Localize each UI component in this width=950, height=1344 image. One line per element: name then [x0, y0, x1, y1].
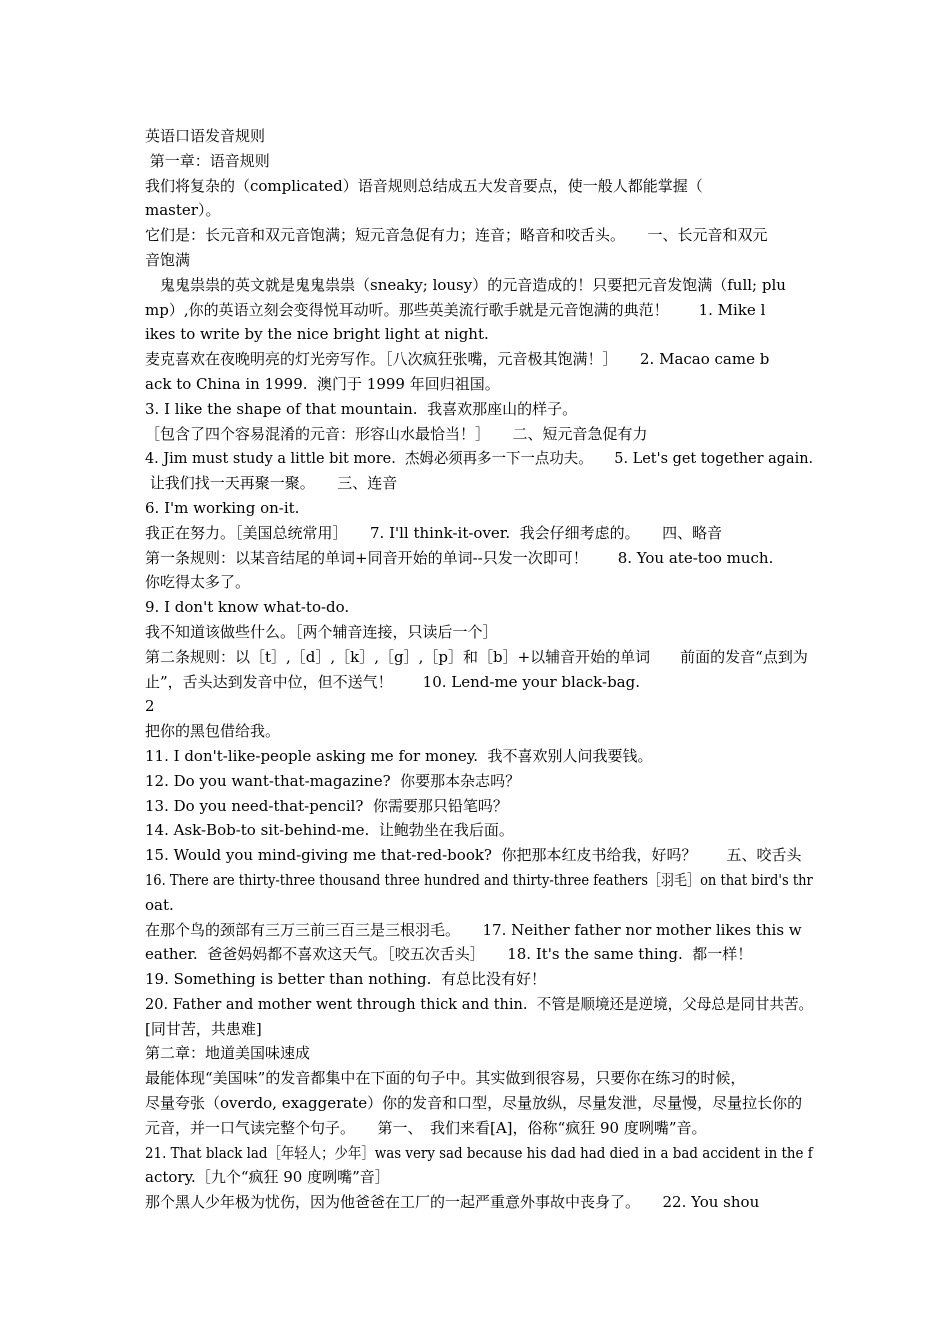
chapter-heading: 第二章：地道美国味速成 [145, 1044, 311, 1063]
text-line: 在那个鸟的颈部有三万三前三百三是三根羽毛。 17. Neither father nor mother likes this w [145, 920, 802, 939]
text-line: ikes to write by the nice bright light at night. [145, 325, 489, 344]
text-line: 12. Do you want-that-magazine? 你要那本杂志吗？ [145, 771, 521, 790]
text-line: 你吃得太多了。 [145, 573, 251, 592]
text-line: ［包含了四个容易混淆的元音：形容山水最恰当！］ 二、短元音急促有力 [145, 424, 648, 443]
text-line: oat. [145, 895, 174, 914]
text-line: 3. I like the shape of that mountain. 我喜欢那座山的样子。 [145, 399, 578, 418]
text-line: 元音，并一口气读完整个句子。 第一、 我们来看[A]，俗称“疯狂 90 度咧嘴”音。 [145, 1118, 707, 1137]
text-line: eather. 爸爸妈妈都不喜欢这天气。［咬五次舌头］ 18. It's the same thing. 都一样！ [145, 945, 753, 964]
text-line: 我正在努力。［美国总统常用］ 7. I'll think-it-over. 我会仔细考虑的。 四、略音 [145, 523, 723, 542]
text-line: 9. I don't know what-to-do. [145, 598, 350, 617]
text-line: 我们将复杂的（complicated）语音规则总结成五大发音要点，使一般人都能掌握（ [145, 176, 703, 195]
text-line: 19. Something is better than nothing. 有总比没有好！ [145, 970, 546, 989]
text-line: ack to China in 1999. 澳门于 1999 年回归祖国。 [145, 374, 500, 393]
text-line: 麦克喜欢在夜晚明亮的灯光旁写作。［八次疯狂张嘴，元音极其饱满！］ 2. Macao came b [145, 350, 770, 369]
text-line: 最能体现“美国味”的发音都集中在下面的句子中。其实做到很容易，只要你在练习的时候， [145, 1069, 746, 1088]
text-line: 它们是：长元音和双元音饱满；短元音急促有力；连音；略音和咬舌头。 一、长元音和双元 [145, 226, 768, 245]
text-line: 20. Father and mother went through thick and thin. 不管是顺境还是逆境，父母总是同甘共苦。 [145, 994, 814, 1013]
text-line: 我不知道该做些什么。［两个辅音连接，只读后一个］ [145, 622, 498, 641]
text-line: 那个黑人少年极为忧伤，因为他爸爸在工厂的一起严重意外事故中丧身了。 22. You shou [145, 1193, 760, 1212]
text-line: [同甘苦，共患难] [145, 1019, 262, 1038]
text-line: 21. That black lad［年轻人；少年］was very sad because his dad had died in a bad accident in the f [145, 1143, 813, 1162]
page-number: 2 [145, 697, 155, 716]
document-title: 英语口语发音规则 [145, 127, 266, 145]
text-line: 6. I'm working on-it. [145, 498, 300, 517]
text-line: 4. Jim must study a little bit more. 杰姆必须再多一下一点功夫。 5. Let's get together again. [145, 449, 814, 468]
text-line: 止”，舌头达到发音中位，但不送气！ 10. Lend-me your black-bag. [145, 672, 640, 691]
text-line: 13. Do you need-that-pencil? 你需要那只铅笔吗？ [145, 796, 508, 815]
chapter-heading: 第一章：语音规则 [145, 151, 270, 170]
text-line: 尽量夸张（overdo, exaggerate）你的发音和口型，尽量放纵，尽量发泄，尽量慢，尽量拉长你的 [145, 1094, 803, 1113]
text-line: 把你的黑包借给我。 [145, 722, 281, 741]
text-line: 15. Would you mind-giving me that-red-book? 你把那本红皮书给我，好吗？ 五、咬舌头 [145, 846, 802, 865]
text-line: actory.［九个“疯狂 90 度咧嘴”音］ [145, 1168, 390, 1187]
text-line: 第一条规则：以某音结尾的单词+同音开始的单词--只发一次即可！ 8. You ate-too much. [145, 548, 774, 567]
text-line: 第二条规则：以［t］,［d］,［k］,［g］,［p］和［b］+以辅音开始的单词 前面的发音“点到为 [145, 647, 808, 666]
text-line: 音饱满 [145, 250, 191, 269]
text-line: 11. I don't-like-people asking me for money. 我不喜欢别人问我要钱。 [145, 746, 653, 765]
text-line: 16. There are thirty-three thousand three hundred and thirty-three feathers［羽毛］on that bird's thr [145, 870, 813, 889]
document-page [145, 124, 813, 1215]
text-line: master）。 [145, 201, 221, 220]
text-line: 让我们找一天再聚一聚。 三、连音 [145, 474, 398, 493]
text-line: 14. Ask-Bob-to sit-behind-me. 让鲍勃坐在我后面。 [145, 821, 514, 840]
text-line: mp）,你的英语立刻会变得悦耳动听。那些英美流行歌手就是元音饱满的典范！ 1. Mike l [145, 300, 766, 319]
text-line: 鬼鬼祟祟的英文就是鬼鬼祟祟（sneaky; lousy）的元音造成的！只要把元音发饱满（full; plu [145, 275, 786, 294]
